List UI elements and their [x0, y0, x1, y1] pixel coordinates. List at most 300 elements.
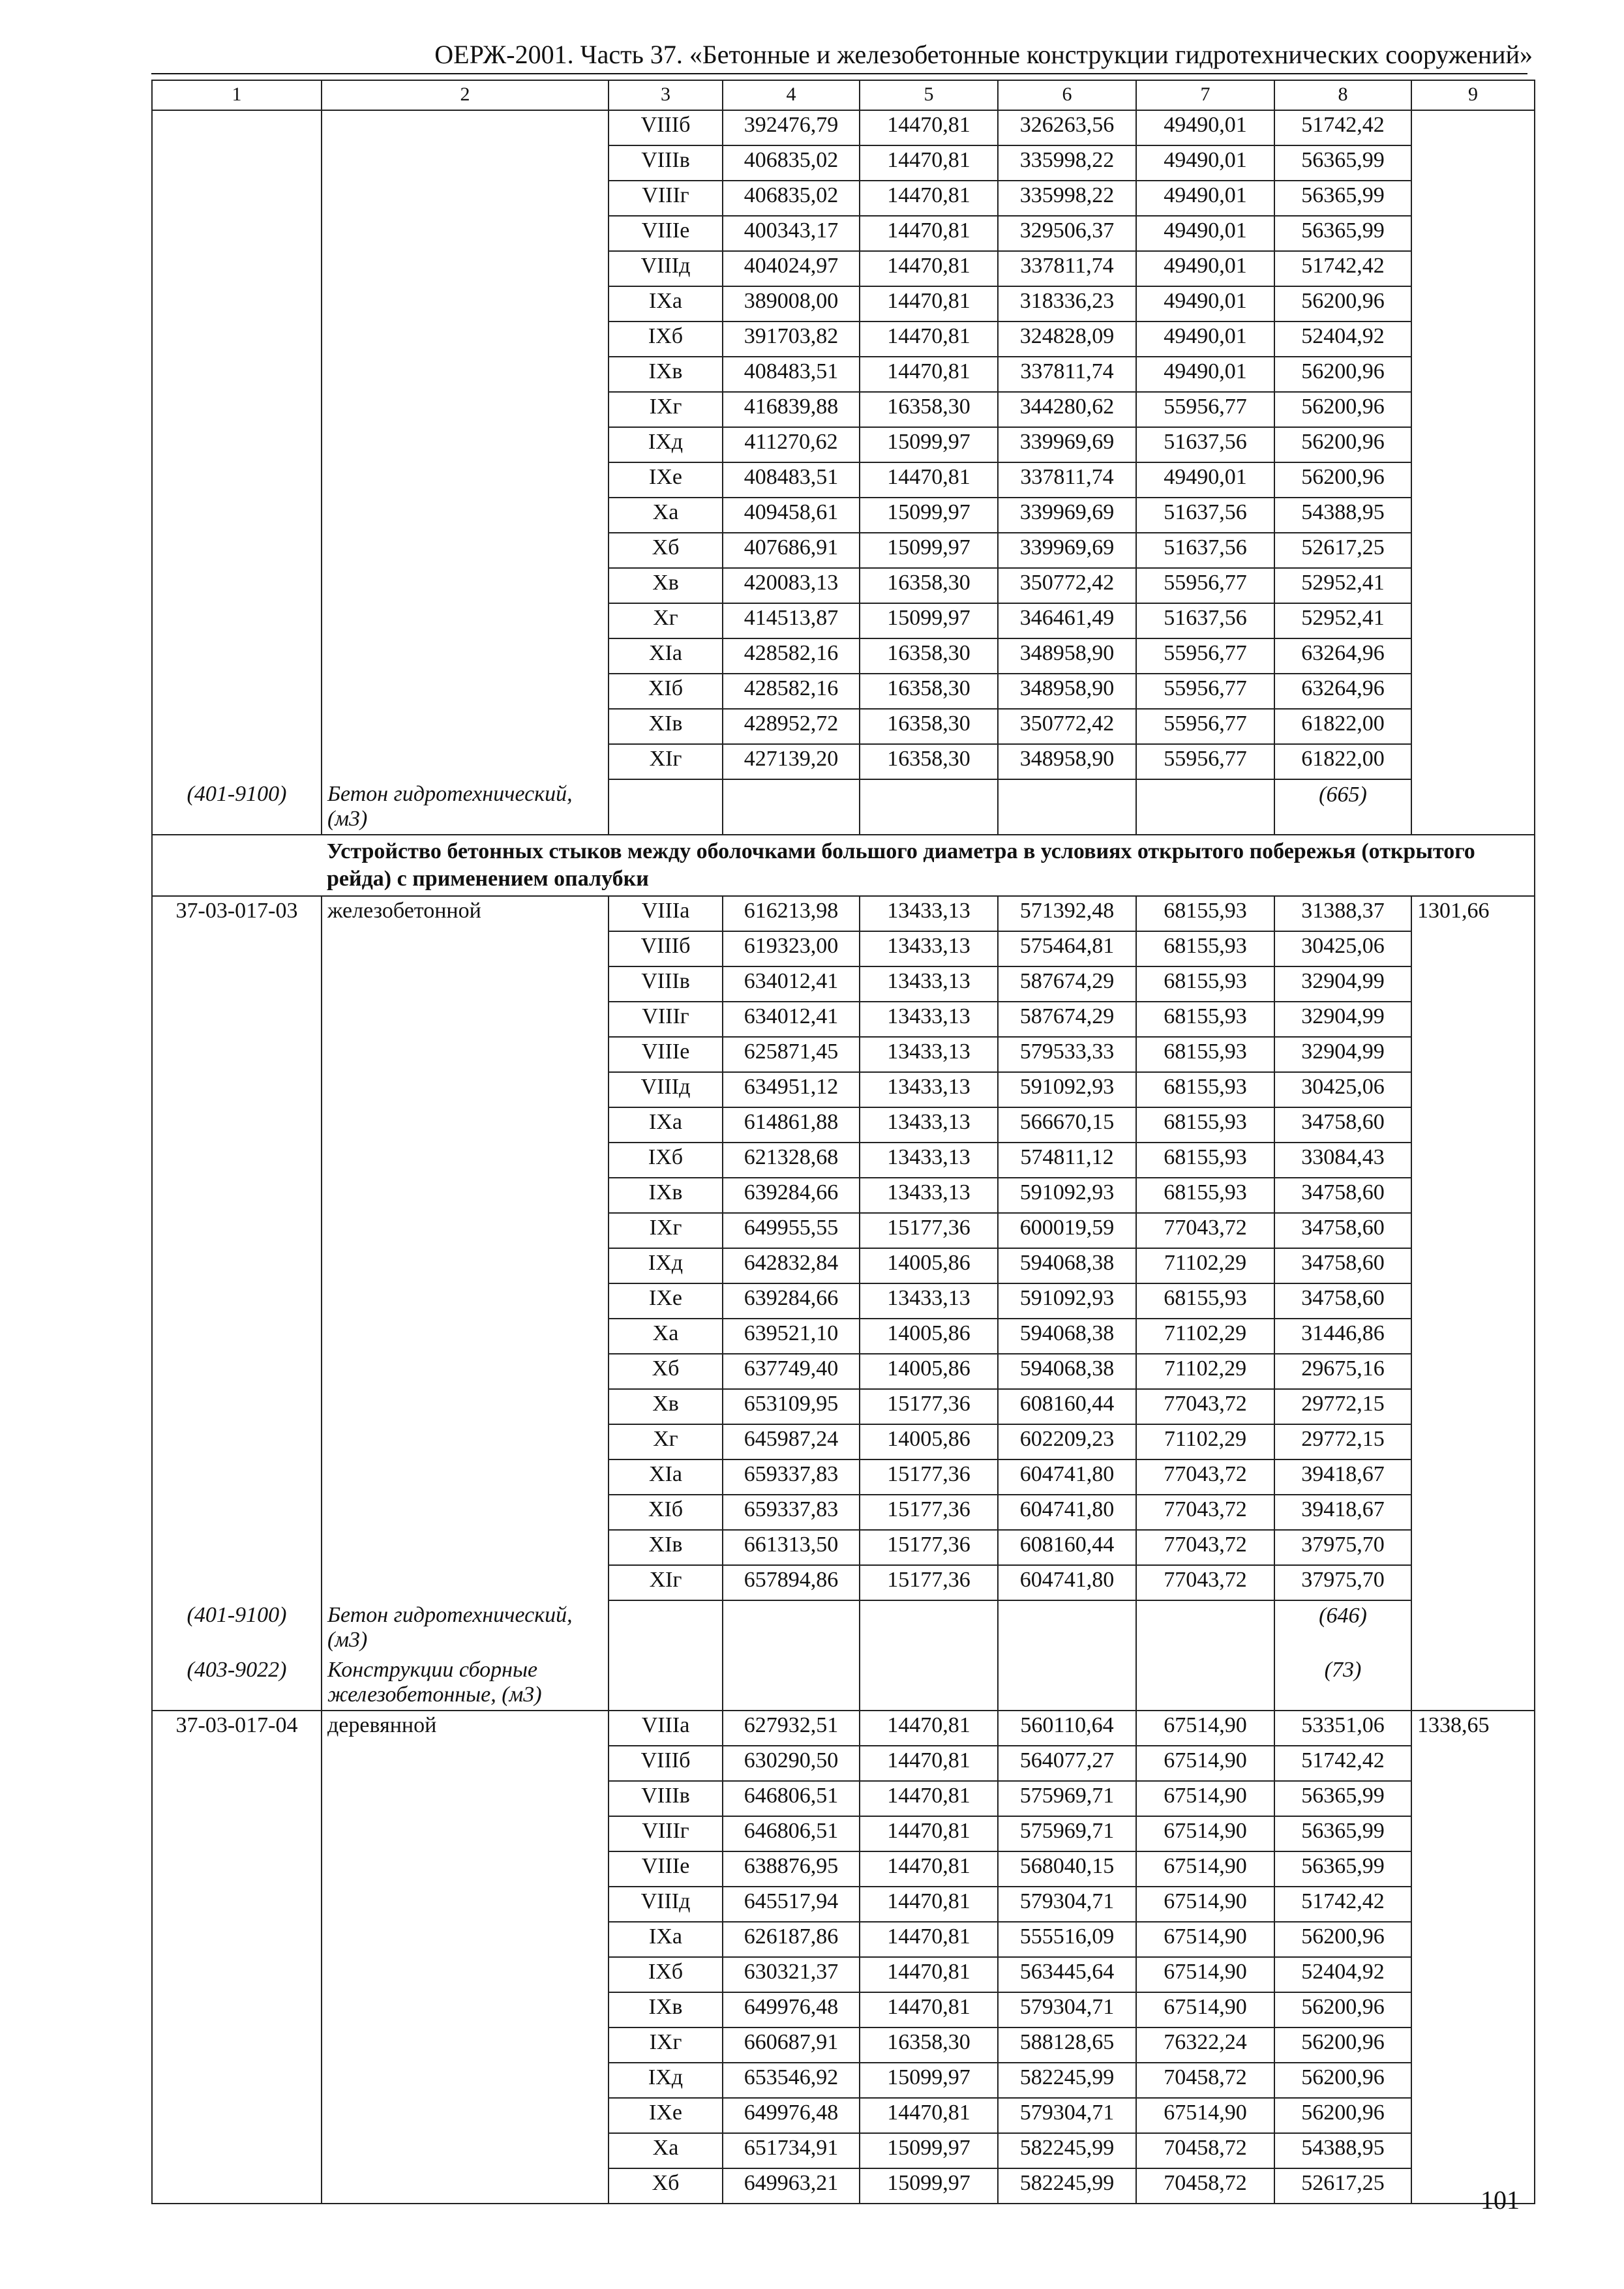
machines-cell: 339969,69	[998, 427, 1136, 462]
zone-cell: IXг	[609, 1213, 723, 1248]
materials-cell: 56200,96	[1274, 392, 1411, 427]
table-row	[152, 181, 1535, 216]
resource-name: Бетон гидротехнический, (м3)	[322, 779, 609, 835]
machinist-wages-cell: 68155,93	[1136, 1002, 1274, 1037]
name-cell	[322, 674, 609, 709]
materials-cell: 56200,96	[1274, 1992, 1411, 2027]
materials-cell: 56365,99	[1274, 145, 1411, 181]
wages-cell: 16358,30	[860, 2027, 998, 2063]
table-row	[152, 1424, 1535, 1459]
zone-cell: VIIIб	[609, 110, 723, 145]
wages-cell: 13433,13	[860, 1283, 998, 1319]
total-cost-cell: 625871,45	[723, 1037, 860, 1072]
total-cost-cell: 391703,82	[723, 322, 860, 357]
labor-cell	[1411, 498, 1535, 533]
code-cell	[152, 2098, 322, 2133]
table-row	[152, 1002, 1535, 1037]
name-cell	[322, 2027, 609, 2063]
page-number: 101	[1481, 2185, 1520, 2215]
materials-cell: 51742,42	[1274, 110, 1411, 145]
total-cost-cell: 645987,24	[723, 1424, 860, 1459]
wages-cell: 13433,13	[860, 896, 998, 931]
column-number: 4	[723, 80, 860, 110]
code-cell	[152, 1248, 322, 1283]
machinist-wages-cell: 67514,90	[1136, 1781, 1274, 1816]
total-cost-cell: 406835,02	[723, 181, 860, 216]
machinist-wages-cell: 51637,56	[1136, 533, 1274, 568]
code-cell	[152, 1957, 322, 1992]
table-row	[152, 1495, 1535, 1530]
resource-name: Конструкции сборные железобетонные, (м3)	[322, 1655, 609, 1711]
materials-cell: 56365,99	[1274, 1781, 1411, 1816]
materials-cell: 29772,15	[1274, 1424, 1411, 1459]
table-row	[152, 1922, 1535, 1957]
labor-cell: 1338,65	[1411, 1711, 1535, 1746]
wages-cell: 14005,86	[860, 1319, 998, 1354]
machinist-wages-cell: 49490,01	[1136, 286, 1274, 322]
zone-cell: VIIIв	[609, 966, 723, 1002]
machinist-wages-cell: 49490,01	[1136, 251, 1274, 286]
machines-cell: 594068,38	[998, 1248, 1136, 1283]
machines-cell: 568040,15	[998, 1851, 1136, 1887]
materials-cell: 52952,41	[1274, 603, 1411, 638]
total-cost-cell: 404024,97	[723, 251, 860, 286]
zone-cell: VIIIг	[609, 1002, 723, 1037]
code-cell	[152, 322, 322, 357]
table-row	[152, 251, 1535, 286]
labor-cell	[1411, 1459, 1535, 1495]
zone-cell: IXв	[609, 357, 723, 392]
materials-cell: 51742,42	[1274, 251, 1411, 286]
table-row	[152, 1248, 1535, 1283]
total-cost-cell: 649955,55	[723, 1213, 860, 1248]
total-cost-cell: 408483,51	[723, 462, 860, 498]
wages-cell: 15099,97	[860, 2168, 998, 2204]
materials-cell: 54388,95	[1274, 2133, 1411, 2168]
name-cell	[322, 251, 609, 286]
total-cost-cell: 659337,83	[723, 1459, 860, 1495]
zone-cell: IXб	[609, 1957, 723, 1992]
labor-cell	[1411, 216, 1535, 251]
total-cost-cell: 420083,13	[723, 568, 860, 603]
total-cost-cell: 649976,48	[723, 1992, 860, 2027]
zone-cell: VIIIв	[609, 1781, 723, 1816]
code-cell	[152, 1178, 322, 1213]
code-cell: 37-03-017-03	[152, 896, 322, 931]
machinist-wages-cell: 67514,90	[1136, 2098, 1274, 2133]
table-row	[152, 931, 1535, 966]
zone-cell: Xв	[609, 1389, 723, 1424]
name-cell	[322, 1248, 609, 1283]
labor-cell	[1411, 2133, 1535, 2168]
zone-cell: Xг	[609, 603, 723, 638]
machines-cell: 575969,71	[998, 1781, 1136, 1816]
code-cell	[152, 1816, 322, 1851]
wages-cell: 13433,13	[860, 1002, 998, 1037]
labor-cell	[1411, 2098, 1535, 2133]
machines-cell: 587674,29	[998, 1002, 1136, 1037]
labor-cell	[1411, 1887, 1535, 1922]
total-cost-cell: 653109,95	[723, 1389, 860, 1424]
total-cost-cell: 657894,86	[723, 1565, 860, 1600]
total-cost-cell: 634012,41	[723, 966, 860, 1002]
machines-cell: 587674,29	[998, 966, 1136, 1002]
materials-cell: 56200,96	[1274, 2063, 1411, 2098]
section-title: Устройство бетонных стыков между оболочками большого диаметра в условиях открытого побережья (открытого рейда) с применением опалубки	[322, 835, 1535, 896]
name-cell	[322, 1389, 609, 1424]
machines-cell: 337811,74	[998, 251, 1136, 286]
materials-cell: 32904,99	[1274, 1037, 1411, 1072]
wages-cell: 14470,81	[860, 181, 998, 216]
resource-code: (401-9100)	[152, 1600, 322, 1655]
machinist-wages-cell: 49490,01	[1136, 357, 1274, 392]
machines-cell: 591092,93	[998, 1178, 1136, 1213]
machines-cell: 346461,49	[998, 603, 1136, 638]
materials-cell: 52404,92	[1274, 1957, 1411, 1992]
zone-cell: Xб	[609, 2168, 723, 2204]
total-cost-cell: 645517,94	[723, 1887, 860, 1922]
table-row	[152, 1887, 1535, 1922]
table-row	[152, 2168, 1535, 2204]
code-cell: 37-03-017-04	[152, 1711, 322, 1746]
zone-cell: VIIIг	[609, 1816, 723, 1851]
name-cell	[322, 462, 609, 498]
labor-cell	[1411, 286, 1535, 322]
materials-cell: 56200,96	[1274, 462, 1411, 498]
machinist-wages-cell: 77043,72	[1136, 1565, 1274, 1600]
wages-cell: 14470,81	[860, 1781, 998, 1816]
wages-cell: 13433,13	[860, 1143, 998, 1178]
materials-cell: 34758,60	[1274, 1107, 1411, 1143]
materials-cell: 56365,99	[1274, 181, 1411, 216]
machines-cell: 604741,80	[998, 1459, 1136, 1495]
code-cell	[152, 744, 322, 779]
wages-cell: 13433,13	[860, 931, 998, 966]
wages-cell: 14470,81	[860, 1922, 998, 1957]
table-row	[152, 145, 1535, 181]
machinist-wages-cell: 67514,90	[1136, 1746, 1274, 1781]
code-cell	[152, 1851, 322, 1887]
section-heading-row	[152, 835, 1535, 896]
table-row	[152, 110, 1535, 145]
code-cell	[152, 1781, 322, 1816]
name-cell	[322, 1459, 609, 1495]
machines-cell: 575969,71	[998, 1816, 1136, 1851]
wages-cell: 15177,36	[860, 1495, 998, 1530]
zone-cell: VIIIе	[609, 1037, 723, 1072]
total-cost-cell: 639284,66	[723, 1178, 860, 1213]
machines-cell: 579304,71	[998, 2098, 1136, 2133]
table-row	[152, 1283, 1535, 1319]
labor-cell	[1411, 251, 1535, 286]
zone-cell: VIIIе	[609, 1851, 723, 1887]
wages-cell: 15099,97	[860, 498, 998, 533]
table-row	[152, 966, 1535, 1002]
labor-cell	[1411, 1002, 1535, 1037]
name-cell	[322, 1213, 609, 1248]
labor-cell	[1411, 181, 1535, 216]
total-cost-cell: 646806,51	[723, 1816, 860, 1851]
materials-cell: 52404,92	[1274, 322, 1411, 357]
total-cost-cell: 653546,92	[723, 2063, 860, 2098]
empty-cell	[609, 1600, 723, 1655]
table-row	[152, 1711, 1535, 1746]
total-cost-cell: 392476,79	[723, 110, 860, 145]
materials-cell: 34758,60	[1274, 1283, 1411, 1319]
code-cell	[152, 1107, 322, 1143]
total-cost-cell: 400343,17	[723, 216, 860, 251]
empty-cell	[1411, 1655, 1535, 1711]
materials-cell: 52952,41	[1274, 568, 1411, 603]
table-row	[152, 392, 1535, 427]
machines-cell: 318336,23	[998, 286, 1136, 322]
code-cell	[152, 603, 322, 638]
machines-cell: 348958,90	[998, 638, 1136, 674]
code-cell	[152, 145, 322, 181]
name-cell	[322, 1495, 609, 1530]
resource-code: (401-9100)	[152, 779, 322, 835]
materials-cell: 31388,37	[1274, 896, 1411, 931]
labor-cell	[1411, 392, 1535, 427]
machinist-wages-cell: 71102,29	[1136, 1424, 1274, 1459]
zone-cell: IXд	[609, 427, 723, 462]
name-cell	[322, 1107, 609, 1143]
machines-cell: 350772,42	[998, 709, 1136, 744]
wages-cell: 16358,30	[860, 674, 998, 709]
zone-cell: VIIIд	[609, 251, 723, 286]
code-cell	[152, 533, 322, 568]
name-cell	[322, 1072, 609, 1107]
labor-cell	[1411, 966, 1535, 1002]
machinist-wages-cell: 77043,72	[1136, 1389, 1274, 1424]
machinist-wages-cell: 51637,56	[1136, 603, 1274, 638]
name-cell: деревянной	[322, 1711, 609, 1746]
wages-cell: 14470,81	[860, 145, 998, 181]
table-row	[152, 1143, 1535, 1178]
table-row	[152, 568, 1535, 603]
wages-cell: 13433,13	[860, 1107, 998, 1143]
machines-cell: 337811,74	[998, 357, 1136, 392]
wages-cell: 14005,86	[860, 1248, 998, 1283]
zone-cell: IXе	[609, 1283, 723, 1319]
zone-cell: XIг	[609, 1565, 723, 1600]
table-row	[152, 427, 1535, 462]
machines-cell: 591092,93	[998, 1072, 1136, 1107]
empty-cell	[1136, 779, 1274, 835]
materials-cell: 37975,70	[1274, 1530, 1411, 1565]
machines-cell: 339969,69	[998, 498, 1136, 533]
code-cell	[152, 966, 322, 1002]
code-cell	[152, 1887, 322, 1922]
machinist-wages-cell: 49490,01	[1136, 110, 1274, 145]
table-row	[152, 498, 1535, 533]
labor-cell	[1411, 744, 1535, 779]
labor-cell	[1411, 1389, 1535, 1424]
machinist-wages-cell: 68155,93	[1136, 1283, 1274, 1319]
name-cell	[322, 1922, 609, 1957]
materials-cell: 29772,15	[1274, 1389, 1411, 1424]
zone-cell: VIIIa	[609, 896, 723, 931]
machinist-wages-cell: 67514,90	[1136, 1711, 1274, 1746]
zone-cell: XIa	[609, 1459, 723, 1495]
name-cell	[322, 603, 609, 638]
column-number: 5	[860, 80, 998, 110]
code-cell	[152, 181, 322, 216]
materials-cell: 51742,42	[1274, 1887, 1411, 1922]
labor-cell	[1411, 1213, 1535, 1248]
labor-cell	[1411, 1178, 1535, 1213]
machinist-wages-cell: 71102,29	[1136, 1248, 1274, 1283]
code-cell	[152, 1992, 322, 2027]
header-rule	[151, 73, 1527, 74]
empty-cell	[723, 779, 860, 835]
machinist-wages-cell: 49490,01	[1136, 216, 1274, 251]
zone-cell: VIIIб	[609, 931, 723, 966]
machines-cell: 579533,33	[998, 1037, 1136, 1072]
labor-cell	[1411, 1143, 1535, 1178]
resource-qty: (665)	[1274, 779, 1411, 835]
wages-cell: 15177,36	[860, 1530, 998, 1565]
labor-cell	[1411, 1530, 1535, 1565]
table-row	[152, 1957, 1535, 1992]
machinist-wages-cell: 70458,72	[1136, 2063, 1274, 2098]
materials-cell: 56200,96	[1274, 357, 1411, 392]
labor-cell	[1411, 1495, 1535, 1530]
name-cell	[322, 568, 609, 603]
code-cell	[152, 2168, 322, 2204]
column-number: 9	[1411, 80, 1535, 110]
total-cost-cell: 416839,88	[723, 392, 860, 427]
code-cell	[152, 251, 322, 286]
labor-cell	[1411, 1248, 1535, 1283]
labor-cell	[1411, 2063, 1535, 2098]
zone-cell: XIг	[609, 744, 723, 779]
name-cell	[322, 392, 609, 427]
total-cost-cell: 627932,51	[723, 1711, 860, 1746]
machinist-wages-cell: 68155,93	[1136, 1072, 1274, 1107]
machinist-wages-cell: 49490,01	[1136, 322, 1274, 357]
machinist-wages-cell: 49490,01	[1136, 181, 1274, 216]
labor-cell	[1411, 322, 1535, 357]
code-cell	[152, 2133, 322, 2168]
machinist-wages-cell: 55956,77	[1136, 392, 1274, 427]
machines-cell: 608160,44	[998, 1389, 1136, 1424]
machines-cell: 600019,59	[998, 1213, 1136, 1248]
total-cost-cell: 614861,88	[723, 1107, 860, 1143]
empty-cell	[1411, 1600, 1535, 1655]
machinist-wages-cell: 77043,72	[1136, 1213, 1274, 1248]
wages-cell: 13433,13	[860, 1178, 998, 1213]
name-cell	[322, 1319, 609, 1354]
materials-cell: 63264,96	[1274, 674, 1411, 709]
machines-cell: 348958,90	[998, 744, 1136, 779]
zone-cell: VIIIе	[609, 216, 723, 251]
total-cost-cell: 649976,48	[723, 2098, 860, 2133]
zone-cell: XIa	[609, 638, 723, 674]
column-number: 7	[1136, 80, 1274, 110]
labor-cell	[1411, 1992, 1535, 2027]
empty-cell	[860, 1600, 998, 1655]
code-cell	[152, 1424, 322, 1459]
code-cell	[152, 1283, 322, 1319]
code-cell	[152, 462, 322, 498]
machines-cell: 326263,56	[998, 110, 1136, 145]
code-cell	[152, 931, 322, 966]
code-cell	[152, 1037, 322, 1072]
resource-qty: (646)	[1274, 1600, 1411, 1655]
wages-cell: 14470,81	[860, 462, 998, 498]
materials-cell: 37975,70	[1274, 1565, 1411, 1600]
table-row	[152, 1178, 1535, 1213]
wages-cell: 15099,97	[860, 2133, 998, 2168]
code-cell	[152, 2063, 322, 2098]
resource-row	[152, 1600, 1535, 1655]
wages-cell: 14470,81	[860, 1957, 998, 1992]
machinist-wages-cell: 68155,93	[1136, 1037, 1274, 1072]
materials-cell: 39418,67	[1274, 1459, 1411, 1495]
empty-cell	[609, 1655, 723, 1711]
code-cell	[152, 392, 322, 427]
machinist-wages-cell: 68155,93	[1136, 1107, 1274, 1143]
name-cell	[322, 1354, 609, 1389]
total-cost-cell: 428582,16	[723, 638, 860, 674]
wages-cell: 14470,81	[860, 286, 998, 322]
labor-cell	[1411, 1565, 1535, 1600]
machines-cell: 555516,09	[998, 1922, 1136, 1957]
wages-cell: 13433,13	[860, 1072, 998, 1107]
total-cost-cell: 659337,83	[723, 1495, 860, 1530]
table-row	[152, 357, 1535, 392]
total-cost-cell: 661313,50	[723, 1530, 860, 1565]
total-cost-cell: 616213,98	[723, 896, 860, 931]
name-cell	[322, 744, 609, 779]
machinist-wages-cell: 71102,29	[1136, 1354, 1274, 1389]
materials-cell: 34758,60	[1274, 1248, 1411, 1283]
zone-cell: VIIIд	[609, 1887, 723, 1922]
zone-cell: IXе	[609, 462, 723, 498]
zone-cell: VIIIв	[609, 145, 723, 181]
table-row	[152, 2063, 1535, 2098]
total-cost-cell: 651734,91	[723, 2133, 860, 2168]
machinist-wages-cell: 55956,77	[1136, 744, 1274, 779]
machines-cell: 560110,64	[998, 1711, 1136, 1746]
total-cost-cell: 414513,87	[723, 603, 860, 638]
table-row	[152, 1213, 1535, 1248]
table-row	[152, 638, 1535, 674]
code-cell	[152, 709, 322, 744]
wages-cell: 16358,30	[860, 744, 998, 779]
machines-cell: 579304,71	[998, 1887, 1136, 1922]
table-row	[152, 216, 1535, 251]
name-cell	[322, 1143, 609, 1178]
table-row	[152, 1037, 1535, 1072]
machinist-wages-cell: 67514,90	[1136, 1887, 1274, 1922]
table-row	[152, 1072, 1535, 1107]
name-cell	[322, 1178, 609, 1213]
code-cell	[152, 1459, 322, 1495]
machines-cell: 604741,80	[998, 1495, 1136, 1530]
name-cell	[322, 1781, 609, 1816]
column-number: 8	[1274, 80, 1411, 110]
empty-cell	[998, 1600, 1136, 1655]
wages-cell: 15099,97	[860, 427, 998, 462]
table-row	[152, 1389, 1535, 1424]
total-cost-cell: 630321,37	[723, 1957, 860, 1992]
zone-cell: IXв	[609, 1992, 723, 2027]
code-cell	[152, 1213, 322, 1248]
labor-cell	[1411, 638, 1535, 674]
column-number: 6	[998, 80, 1136, 110]
